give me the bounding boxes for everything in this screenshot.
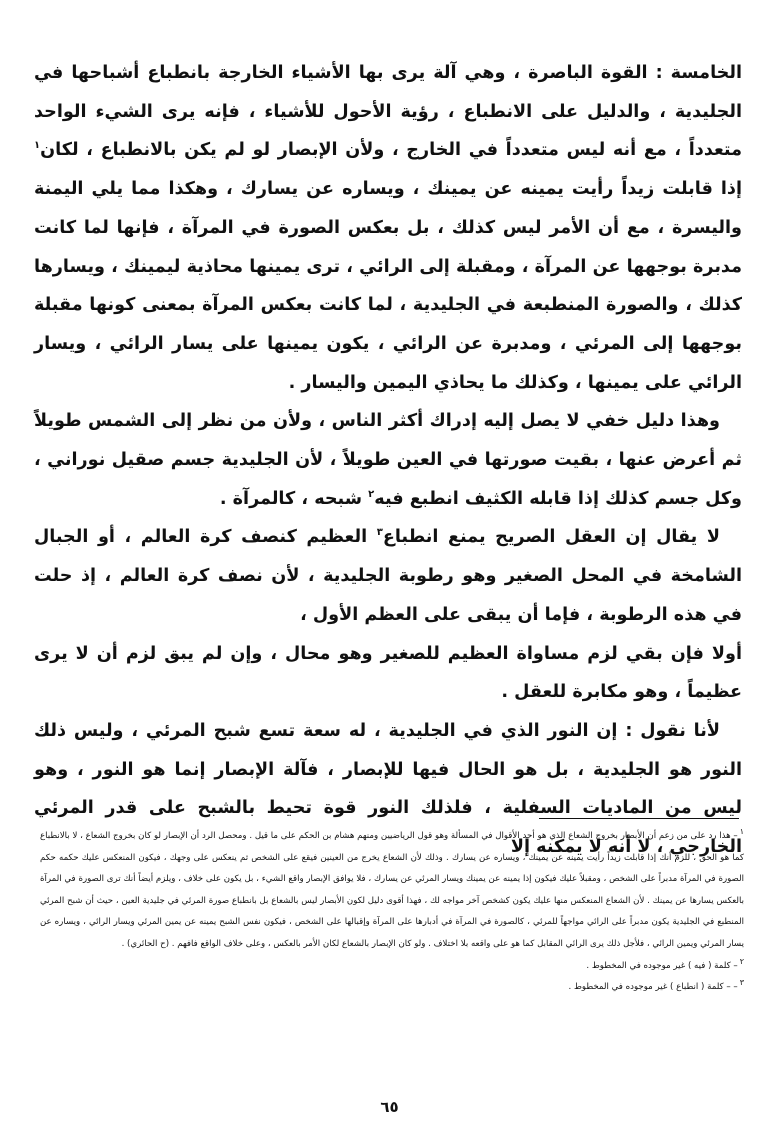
paragraph-2-tail: شبحه ، كالمرآة . xyxy=(219,488,369,509)
footnote-3 xyxy=(40,977,744,999)
footnote-3-text: – – كلمة ( انطباع ) غير موجوده في المخطوط . xyxy=(568,982,738,993)
section-heading: الخامسة : القوة الباصرة xyxy=(528,63,742,83)
footnotes xyxy=(40,826,744,999)
paragraph-3 xyxy=(34,518,742,634)
footnote-ref-3: ٣ xyxy=(376,527,383,539)
paragraph-4: أولا فإن بقي لزم مساواة العظيم للصغير وهو محال ، وإن لم يبق لزم أن لا يرى عظيماً ، وهو مكابرة للعقل . xyxy=(34,643,742,703)
main-text xyxy=(34,54,742,867)
footnote-marker-1: ١ xyxy=(739,827,744,837)
paragraph-3-text: لا يقال إن العقل الصريح يمنع انطباع xyxy=(382,527,720,548)
footnote-2-text: – كلمة ( فيه ) غير موجوده في المخطوط . xyxy=(586,960,738,971)
paragraph-2 xyxy=(34,402,742,518)
footnote-2 xyxy=(40,956,744,978)
footnote-ref-1: ١ xyxy=(34,140,41,152)
footnote-1 xyxy=(40,826,744,956)
paragraph-1 xyxy=(34,54,742,402)
footnote-marker-2: ٢ xyxy=(739,956,744,966)
paragraph-1-tail: إذا قابلت زيداً رأيت يمينه عن يمينك ، ويساره عن يسارك ، وهكذا مما يلي اليمنة واليسرة ، مع أن الأمر ليس كذلك ، بل بعكس الصورة في المرآة ، فإنها لما كانت مدبرة بوجهها عن المرآة ، ومقبلة إلى الرائي ، ترى يمينها محاذية ليمينك ، ويسارها كذلك ، والصورة المنطبعة في الجليدية ، لما كانت بعكس المرآة بمعنى كونها مقبلة بوجهها إلى المرئي ، ومدبرة عن الرائي ، يكون يمينها على يسار الرائي ، ويسار الرائي على يمينها ، وكذلك ما يحاذي اليمين واليسار . xyxy=(34,179,742,393)
footnote-ref-2: ٢ xyxy=(368,488,375,500)
paragraph-2-text: وهذا دليل خفي لا يصل إليه إدراك أكثر الناس ، ولأن من نظر إلى الشمس طويلاً ثم أعرض عنها ، بقيت صورتها في العين طويلاً ، لأن الجليدية جسم صقيل نوراني ، وكل جسم كذلك إذا قابله الكثيف انطبع فيه xyxy=(34,411,742,509)
footnote-marker-3: ٣ xyxy=(739,978,744,988)
paragraph-1-text: ، وهي آلة يرى بها الأشياء الخارجة بانطباع أشباحها في الجليدية ، والدليل على الانطباع ، رؤية الأحول للأشياء ، فإنه يرى الشيء الواحد متعدداً ، مع أنه ليس متعدداً في الخارج ، ولأن الإبصار لو لم يكن بالانطباع ، لكان xyxy=(34,63,742,161)
page-number: ٦٥ xyxy=(380,1098,399,1116)
paragraph-5: لأنا نقول : إن النور الذي في الجليدية ، له سعة تسع شبح المرئي ، وليس ذلك النور هو الجليدية ، بل هو الحال فيها للإبصار ، فآلة الإبصار إنما هو النور ، وهو ليس من الماديات السفلية ، فلذلك النور قوة تحيط بالشبح على قدر المرئي الخارجي ، لا أنه لا يمكنه إلا xyxy=(34,720,742,858)
paragraph-3-tail: العظيم كنصف كرة العالم ، أو الجبال الشامخة في المحل الصغير وهو رطوبة الجليدية ، لأن نصف كرة العالم ، إذ حلت في هذه الرطوبة ، فإما أن يبقى على العظم الأول ، xyxy=(34,527,742,625)
footnote-1-text: – هذا رد على من زعم أن الأبصار بخروج الشعاع الذي هو أحد الأقوال في المسألة وهو قول الرياضيين ومنهم هشام بن الحكم على ما قيل . ومحصل الرد أن الإبصار لو كان بخروج الشعاع ، لا بالانطباع كما هو الحق ، للزم أنك إذا قابلت زيداً رأيت يمينه عن يمينك ، ويساره عن يسارك . وذلك لأن الشعاع يخرج من العينين فيقع على الشخص ثم ينعكس على وجهك ، فيكون المنعكس عليك حكمه حكم الصورة في المرآة مدبراً على الشخص ، ومقبلاً عليك فيكون إذا يمينه عن يمينك ويسار المرئي عن يسارك ، فلا يوافق الإبصار واقع الشيء ، بل يكون على خلاف ، ويلزم أيضاً أنك ترى الصورة في المرآة بالعكس يسارها عن يمينك . لأن الشعاع المنعكس منها عليك يكون كشخص آخر مواجه لك ، فهذا أقوى دليل لكون الأبصار ليس بالشعاع بل بانطباع صورة المرئي في جليدية العين ، حيث أن شبح المرئي المنطبع في الجليدية يكون مدبراً على الرائي مواجهاً للمرئي ، كالصورة في المرآة في أدبارها على المرآة وإقبالها على الشخص ، فيكون نفس الشبح يمينه عن يمين المرئي ويسار الرائي ، ويساره عن يسار المرئي ويمين الرائي ، فلأجل ذلك يرى الرائي المقابل كما هو على واقعه بلا اختلاف . ولو كان الإبصار بالشعاع لكان الأمر بالعكس ، وعلى خلاف الواقع فافهم . (ح الحائري) . xyxy=(40,831,744,949)
footnote-separator xyxy=(539,818,739,819)
